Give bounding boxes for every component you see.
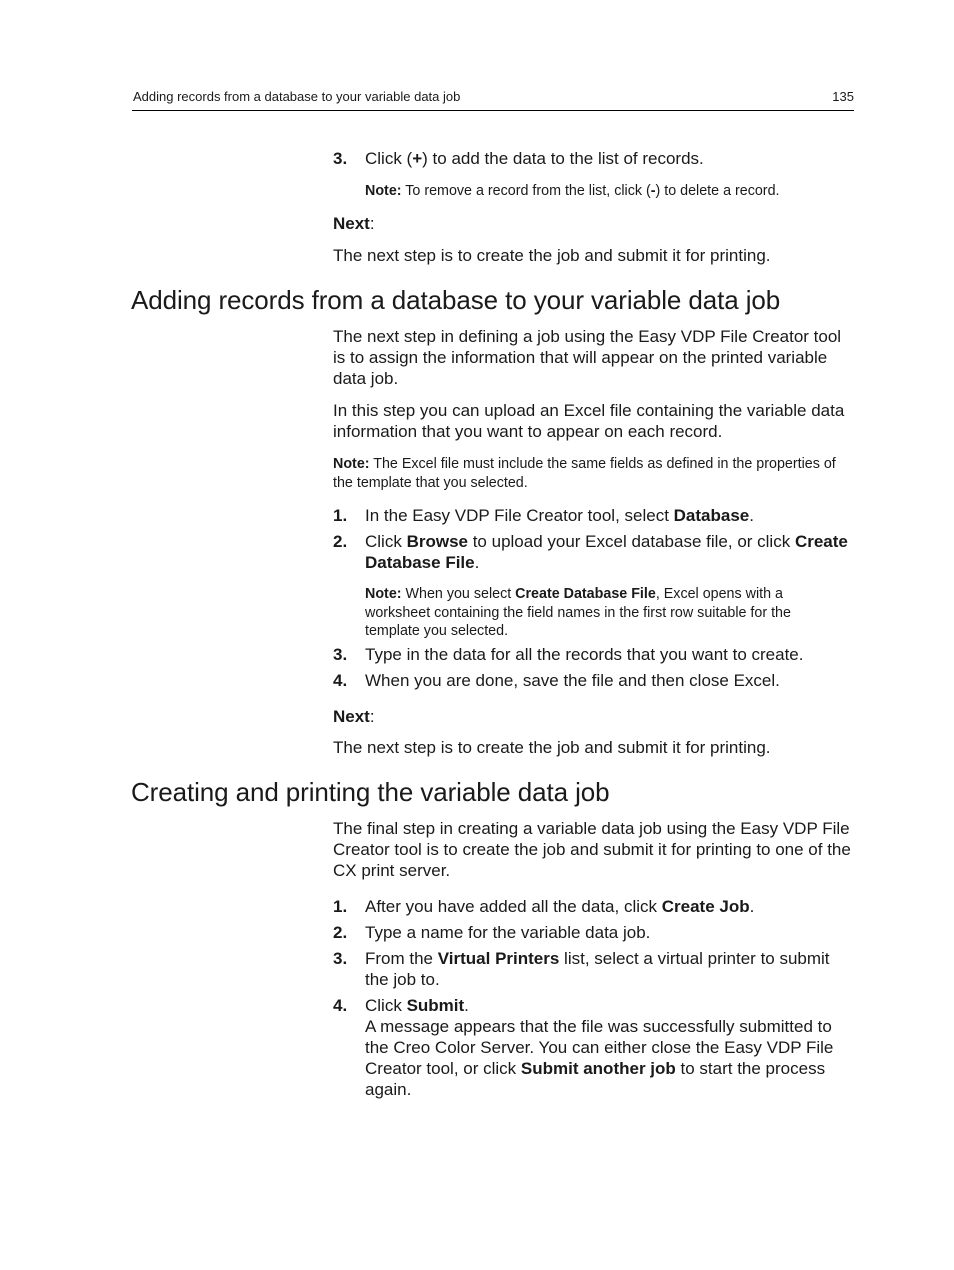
page-number: 135	[832, 89, 854, 104]
section1-note: Note: The Excel file must include the same fields as defined in the properties of the template that you selected.	[333, 456, 836, 491]
step-number: 3.	[333, 149, 348, 168]
top-note: Note: To remove a record from the list, click (-) to delete a record.	[365, 183, 780, 199]
section1-step-2-note: Note: When you select Create Database File, Excel opens with a worksheet containing the field names in the first row suitable for the template you selected.	[365, 586, 791, 639]
step-text: Click (+) to add the data to the list of records.	[365, 149, 704, 168]
section1-para-1: The next step in defining a job using the Easy VDP File Creator tool is to assign the information that will appear on the printed variable data job.	[333, 327, 842, 388]
section1-para-2: In this step you can upload an Excel file containing the variable data information that you want to appear on each record.	[333, 401, 845, 441]
section-heading-creating-printing: Creating and printing the variable data job	[131, 777, 610, 807]
note-label: Note:	[365, 586, 402, 602]
page-header	[132, 88, 854, 111]
section2-para-1: The final step in creating a variable data job using the Easy VDP File Creator tool is to create the job and submit it for printing to one of the CX print server.	[333, 819, 851, 880]
section1-next-label: Next:	[333, 707, 375, 726]
top-next-label: Next:	[333, 214, 375, 233]
section-heading-adding-records: Adding records from a database to your variable data job	[131, 285, 781, 315]
top-next-text: The next step is to create the job and submit it for printing.	[333, 246, 771, 265]
header-section-title: Adding records from a database to your variable data job	[133, 89, 461, 104]
note-label: Note:	[333, 456, 370, 472]
section1-next-text: The next step is to create the job and submit it for printing.	[333, 738, 771, 757]
note-label: Note:	[365, 183, 402, 199]
